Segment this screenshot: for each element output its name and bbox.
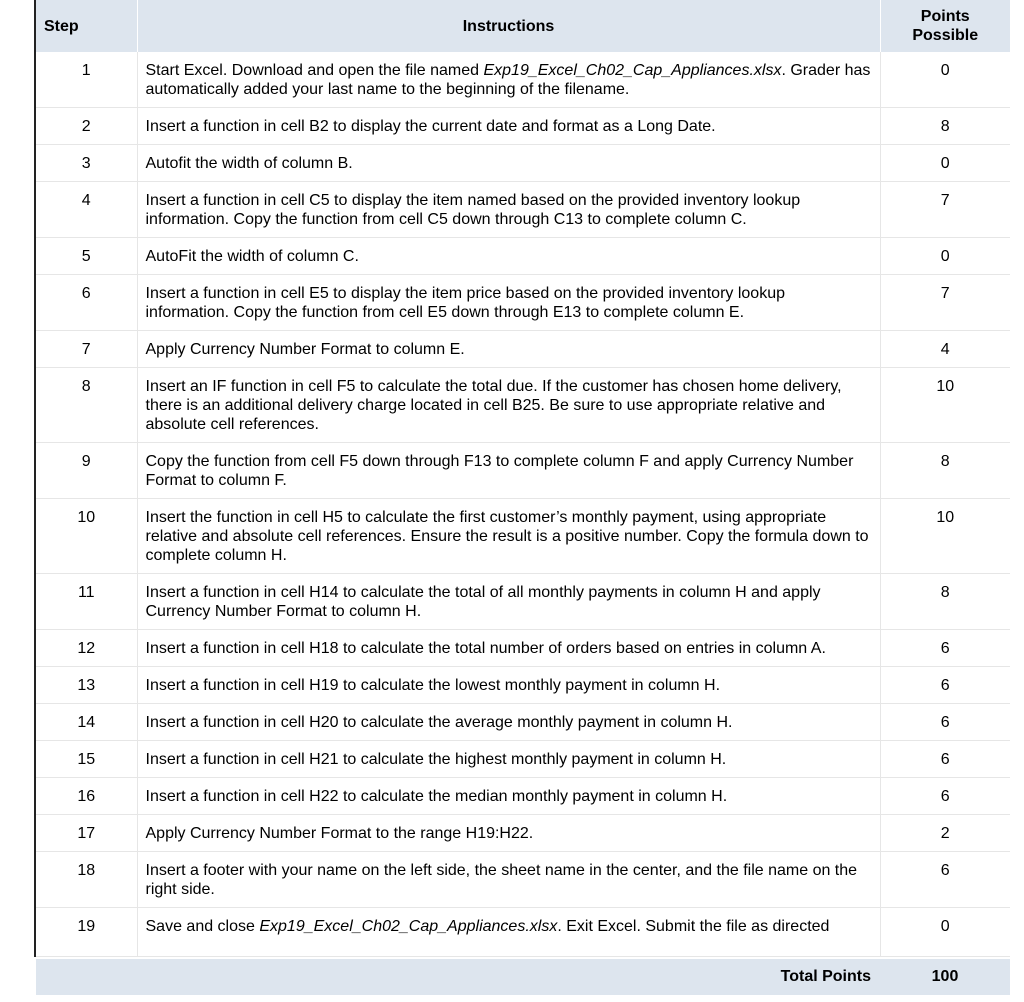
step-number: 7 <box>36 331 137 368</box>
instruction-text: Apply Currency Number Format to the range H19:H22. <box>145 825 534 842</box>
step-points: 8 <box>880 108 1010 145</box>
instruction-text: Insert a function in cell H19 to calculate the lowest monthly payment in column H. <box>145 677 721 694</box>
instruction-text: Insert a function in cell H21 to calculate the highest monthly payment in column H. <box>145 751 727 768</box>
table-row <box>36 108 1010 145</box>
step-instruction <box>137 704 880 741</box>
step-number: 17 <box>36 815 137 852</box>
step-points: 0 <box>880 238 1010 275</box>
step-number: 10 <box>36 499 137 574</box>
step-number: 11 <box>36 574 137 630</box>
table-row <box>36 815 1010 852</box>
step-points: 6 <box>880 778 1010 815</box>
instruction-text: Insert an IF function in cell F5 to calculate the total due. If the customer has chosen home delivery, there is an additional delivery charge located in cell B25. Be sure to use appropriate relative and absolute cell references. <box>145 378 842 433</box>
step-instruction <box>137 275 880 331</box>
table-row <box>36 182 1010 238</box>
table-row <box>36 852 1010 908</box>
table-row <box>36 704 1010 741</box>
instruction-text: Insert a function in cell H18 to calculate the total number of orders based on entries in column A. <box>145 640 826 657</box>
instruction-text: Start Excel. Download and open the file named <box>145 62 484 79</box>
step-number: 9 <box>36 443 137 499</box>
step-number: 12 <box>36 630 137 667</box>
step-points: 4 <box>880 331 1010 368</box>
step-number: 8 <box>36 368 137 443</box>
points-header-line2: Possible <box>912 27 979 44</box>
step-points: 6 <box>880 741 1010 778</box>
step-number: 16 <box>36 778 137 815</box>
step-points: 8 <box>880 574 1010 630</box>
step-column-header: Step <box>36 0 137 52</box>
step-number: 13 <box>36 667 137 704</box>
instruction-text: Insert the function in cell H5 to calculate the first customer’s monthly payment, using appropriate relative and absolute cell references. Ensure the result is a positive number. Copy the formula down to complete column H. <box>145 509 869 564</box>
step-points: 0 <box>940 62 950 79</box>
step-number: 5 <box>36 238 137 275</box>
instruction-text: Copy the function from cell F5 down through F13 to complete column F and apply Currency Number Format to column F. <box>145 453 854 489</box>
step-instruction <box>137 52 880 108</box>
step-points: 7 <box>880 275 1010 331</box>
step-points: 0 <box>880 145 1010 182</box>
points-column-header <box>880 0 1010 52</box>
step-number: 4 <box>36 182 137 238</box>
step-number: 3 <box>36 145 137 182</box>
instruction-text: Insert a function in cell H14 to calculate the total of all monthly payments in column H and apply Currency Number Format to column H. <box>145 584 821 620</box>
step-instruction <box>137 443 880 499</box>
table-row <box>36 574 1010 630</box>
step-points: 10 <box>880 368 1010 443</box>
points-header-line1: Points <box>920 8 970 25</box>
step-points: 6 <box>880 630 1010 667</box>
step-instruction <box>137 499 880 574</box>
table-row <box>36 908 1010 957</box>
step-instruction <box>137 145 880 182</box>
total-points-bar <box>36 959 1010 995</box>
step-number: 6 <box>36 275 137 331</box>
step-instruction <box>137 778 880 815</box>
table-header-row <box>36 0 1010 52</box>
step-number: 14 <box>36 704 137 741</box>
step-points: 6 <box>880 667 1010 704</box>
step-instruction <box>137 182 880 238</box>
instruction-text: Insert a function in cell H22 to calculate the median monthly payment in column H. <box>145 788 728 805</box>
instruction-text: Insert a function in cell B2 to display the current date and format as a Long Date. <box>145 118 716 135</box>
instruction-filename: Exp19_Excel_Ch02_Cap_Appliances.xlsx <box>483 62 782 79</box>
instruction-text: Insert a footer with your name on the left side, the sheet name in the center, and the file name on the right side. <box>145 862 858 898</box>
instruction-text: Insert a function in cell C5 to display the item named based on the provided inventory lookup information. Copy the function from cell C5 down through C13 to complete column C. <box>145 192 801 228</box>
step-number: 2 <box>36 108 137 145</box>
step-points: 0 <box>880 908 1010 957</box>
step-instruction <box>137 574 880 630</box>
instruction-text-continued: . Exit Excel. Submit the file as directed <box>557 918 830 935</box>
step-points: 6 <box>880 852 1010 908</box>
instruction-text: Insert a function in cell H20 to calculate the average monthly payment in column H. <box>145 714 733 731</box>
table-row <box>36 778 1010 815</box>
step-instruction <box>137 815 880 852</box>
instruction-filename: Exp19_Excel_Ch02_Cap_Appliances.xlsx <box>259 918 558 935</box>
step-number: 1 <box>81 62 91 79</box>
table-row <box>36 368 1010 443</box>
instruction-text: Insert a function in cell E5 to display the item price based on the provided inventory lookup information. Copy the function from cell E5 down through E13 to complete column E. <box>145 285 785 321</box>
step-instruction <box>137 741 880 778</box>
step-points: 6 <box>880 704 1010 741</box>
step-points: 10 <box>880 499 1010 574</box>
instruction-text-continued: . Grader has automatically added your last name to the beginning of the filename. <box>145 62 871 98</box>
table-row <box>36 667 1010 704</box>
step-number: 19 <box>36 908 137 957</box>
instruction-text: Apply Currency Number Format to column E. <box>145 341 465 358</box>
step-number: 15 <box>36 741 137 778</box>
table-row <box>36 630 1010 667</box>
table-row <box>36 145 1010 182</box>
step-instruction <box>137 667 880 704</box>
instructions-column-header: Instructions <box>137 0 880 52</box>
instruction-text: Save and close <box>145 918 260 935</box>
instruction-text: AutoFit the width of column C. <box>145 248 359 265</box>
step-instruction <box>137 331 880 368</box>
total-points-label: Total Points <box>780 968 871 985</box>
table-row <box>36 331 1010 368</box>
steps-table-body <box>36 52 1010 957</box>
total-points-value: 100 <box>931 968 959 985</box>
steps-table <box>36 0 1010 957</box>
instruction-text: Autofit the width of column B. <box>145 155 353 172</box>
table-row <box>36 275 1010 331</box>
step-points: 2 <box>880 815 1010 852</box>
step-instruction <box>137 368 880 443</box>
step-number: 18 <box>36 852 137 908</box>
step-instruction <box>137 630 880 667</box>
step-points: 7 <box>880 182 1010 238</box>
step-instruction <box>137 108 880 145</box>
step-instruction <box>137 908 880 957</box>
step-instruction <box>137 238 880 275</box>
step-instruction <box>137 852 880 908</box>
table-row <box>36 741 1010 778</box>
step-points: 8 <box>880 443 1010 499</box>
table-row <box>36 443 1010 499</box>
table-row <box>36 52 1010 108</box>
table-row <box>36 238 1010 275</box>
table-row <box>36 499 1010 574</box>
